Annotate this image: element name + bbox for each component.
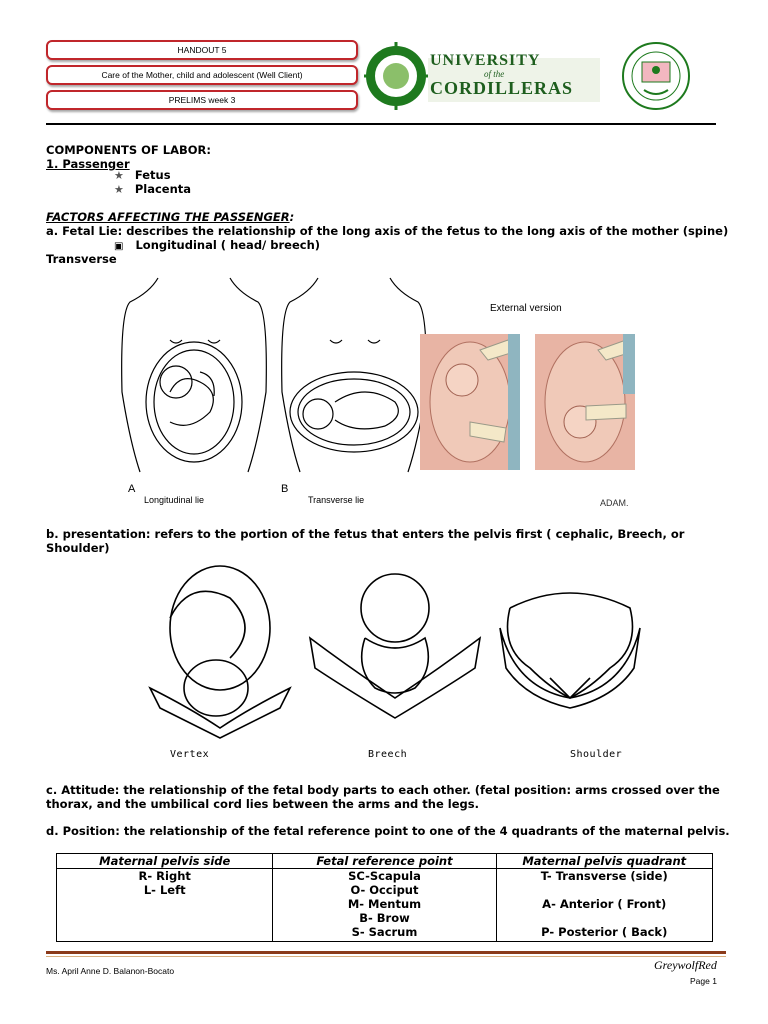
- course-title: Care of the Mother, child and adolescent (Well Client): [101, 70, 303, 80]
- factors-heading: [46, 210, 294, 224]
- bullet-fetus: [114, 168, 171, 182]
- university-logo-banner: [364, 40, 604, 112]
- term-label: PRELIMS week 3: [168, 95, 236, 105]
- attitude-line2: thorax, and the umbilical cord lies between the arms and the legs.: [46, 797, 479, 811]
- fetal-lie-figure: [110, 272, 650, 510]
- term-box: [46, 90, 358, 110]
- presentation-illustration: [140, 558, 650, 770]
- figure-label-b: B: [281, 483, 289, 495]
- header-maternal-pelvis-side: Maternal pelvis side: [57, 854, 273, 869]
- fetal-lie-text: a. Fetal Lie: describes the relationship of the long axis of the fetus to the long axis of the mother (spine): [46, 224, 729, 238]
- logo-text-of-the: of the: [484, 69, 505, 79]
- bullet-fetus-label: Fetus: [134, 168, 171, 182]
- caption-transverse-lie: Transverse lie: [308, 495, 365, 505]
- star-bullet-icon: ★: [114, 169, 124, 182]
- passenger-heading: 1. Passenger: [46, 157, 130, 171]
- figure-label-a: A: [128, 483, 136, 495]
- table-row: [57, 869, 713, 884]
- transverse-label: Transverse: [46, 252, 117, 266]
- components-heading: COMPONENTS OF LABOR:: [46, 143, 211, 157]
- bullet-placenta-label: Placenta: [134, 182, 192, 196]
- table-cell: [57, 911, 273, 925]
- table-cell: B- Brow: [273, 911, 496, 925]
- label-vertex: Vertex: [170, 749, 210, 760]
- table-row: [57, 897, 713, 911]
- header-fetal-reference-point: Fetal reference point: [273, 854, 496, 869]
- table-cell: [57, 925, 273, 942]
- signature: GreywolfRed: [654, 958, 717, 972]
- table-cell: M- Mentum: [273, 897, 496, 911]
- table-cell: L- Left: [57, 883, 273, 897]
- factors-heading-text: FACTORS AFFECTING THE PASSENGER: [46, 210, 290, 224]
- pelvis-position-table: [56, 853, 713, 942]
- handout-number-box: [46, 40, 358, 60]
- caption-longitudinal-lie: Longitudinal lie: [144, 495, 205, 505]
- table-row: [57, 911, 713, 925]
- footer-divider: [46, 951, 726, 954]
- label-breech: Breech: [368, 749, 408, 760]
- header-maternal-pelvis-quadrant: Maternal pelvis quadrant: [496, 854, 713, 869]
- page-number: Page 1: [690, 976, 717, 986]
- table-cell: SC-Scapula: [273, 869, 496, 884]
- nursing-seal-icon: [616, 40, 696, 112]
- attitude-line1: c. Attitude: the relationship of the fetal body parts to each other. (fetal position: arms crossed over the: [46, 783, 720, 797]
- longitudinal-label: Longitudinal ( head/ breech): [135, 238, 321, 252]
- table-cell: R- Right: [57, 869, 273, 884]
- position-text: d. Position: the relationship of the fetal reference point to one of the 4 quadrants of the maternal pelvis.: [46, 824, 730, 838]
- caption-external-version: External version: [490, 303, 562, 314]
- table-row: [57, 883, 713, 897]
- table-header-row: [57, 854, 713, 869]
- footer-divider-light: [46, 956, 726, 957]
- table-cell: A- Anterior ( Front): [496, 897, 713, 911]
- course-title-box: [46, 65, 358, 85]
- table-cell: S- Sacrum: [273, 925, 496, 942]
- longitudinal-item: [114, 238, 320, 252]
- table-cell: O- Occiput: [273, 883, 496, 897]
- header-divider: [46, 123, 716, 125]
- handout-number: HANDOUT 5: [177, 45, 227, 55]
- table-row: [57, 925, 713, 942]
- presentation-figure: [140, 558, 650, 770]
- table-cell: T- Transverse (side): [496, 869, 713, 884]
- author-name: Ms. April Anne D. Balanon-Bocato: [46, 966, 175, 976]
- table-cell: [57, 897, 273, 911]
- fetal-lie-illustration: [110, 272, 650, 510]
- presentation-line1: b. presentation: refers to the portion of the fetus that enters the pelvis first ( cephalic, Breech, or: [46, 527, 685, 541]
- presentation-line2: Shoulder): [46, 541, 110, 555]
- table-cell: [496, 911, 713, 925]
- adam-credit: ADAM.: [600, 498, 629, 508]
- factors-heading-colon: :: [289, 210, 295, 224]
- table-cell: [496, 883, 713, 897]
- logo-text-cordilleras: CORDILLERAS: [430, 78, 574, 98]
- bullet-placenta: [114, 182, 191, 196]
- table-cell: P- Posterior ( Back): [496, 925, 713, 942]
- star-bullet-icon: ★: [114, 183, 124, 196]
- square-bullet-icon: ▣: [114, 241, 124, 252]
- logo-text-university: UNIVERSITY: [430, 52, 541, 69]
- nursing-seal: [616, 40, 696, 112]
- label-shoulder: Shoulder: [570, 749, 623, 760]
